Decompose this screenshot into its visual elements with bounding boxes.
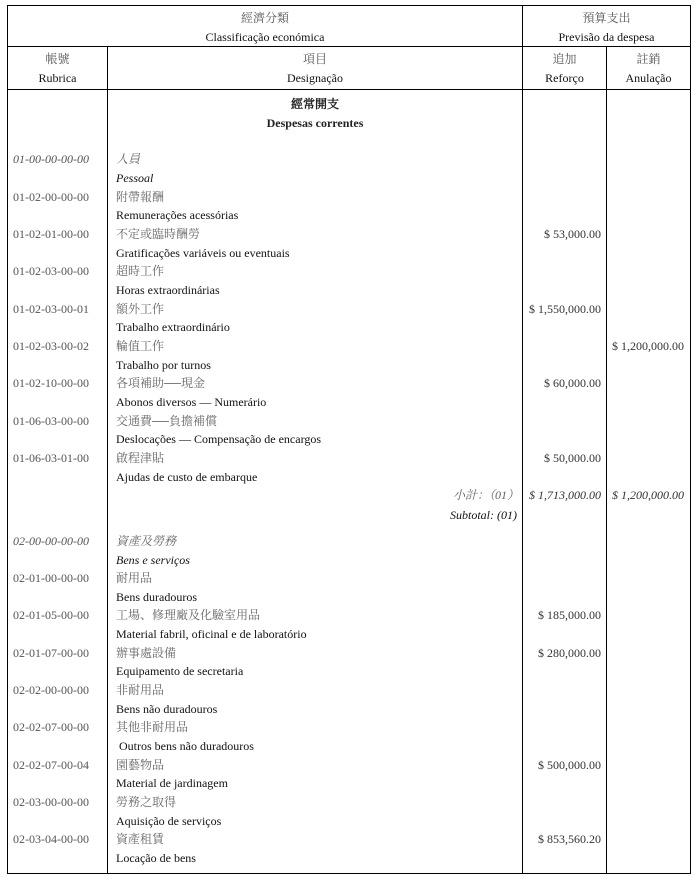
row-desc-pt: Equipamento de secretaria [116,664,244,678]
row-code: 02-03-04-00-00 [13,832,89,846]
row-desc-pt: Abonos diversos — Numerário [116,395,267,409]
header-designacao-zh: 項目 [302,52,327,66]
subtotal-reforco: $ 1,713,000.00 [529,488,601,502]
row-desc-pt: Trabalho por turnos [116,358,211,372]
row-desc-pt: Outros bens não duradouros [116,739,254,753]
row-desc-pt: Material de jardinagem [116,776,228,790]
row-desc-zh: 超時工作 [116,264,165,278]
row-desc-pt: Ajudas de custo de embarque [116,470,258,484]
row-desc-zh: 辦事處設備 [116,646,177,660]
table-frame [7,5,691,874]
row-desc-zh: 資產及勞務 [116,534,177,548]
row-code: 01-02-10-00-00 [13,376,89,390]
header-previsao-zh: 預算支出 [582,11,631,25]
row-reforco: $ 853,560.20 [538,832,601,846]
header-reforco-pt: Reforço [545,71,584,85]
header-designacao-pt: Designação [287,71,343,85]
row-desc-zh: 其他非耐用品 [116,720,189,734]
header-classificacao-pt: Classificação económica [205,30,325,44]
subtotal-anulacao: $ 1,200,000.00 [612,488,684,502]
row-desc-zh: 輪值工作 [116,339,165,353]
row-code: 01-02-03-00-00 [13,264,89,278]
row-desc-zh: 啟程津貼 [116,451,165,465]
header-classificacao [8,11,522,44]
row-desc-zh: 資產租賃 [116,832,165,846]
row-reforco: $ 1,550,000.00 [529,302,601,316]
row-desc-pt: Bens e serviços [116,553,190,567]
col-divider-rubrica [107,46,108,874]
header-reforco [523,52,606,85]
row-code: 02-02-00-00-00 [13,683,89,697]
row-reforco: $ 60,000.00 [544,376,601,390]
header-reforco-zh: 追加 [552,52,577,66]
row-code: 02-00-00-00-00 [13,534,89,548]
row-code: 02-02-07-00-00 [13,720,89,734]
row-code: 02-02-07-00-04 [13,758,89,772]
row-desc-pt: Aquisição de serviços [116,814,222,828]
header-anulacao-pt: Anulação [625,71,672,85]
row-desc-pt: Material fabril, oficinal e de laboratório [116,627,307,641]
row-desc-zh: 耐用品 [116,571,153,585]
header-divider-2 [7,89,691,90]
row-code: 01-02-01-00-00 [13,227,89,241]
row-reforco: $ 280,000.00 [538,646,601,660]
row-code: 01-00-00-00-00 [13,152,89,166]
row-desc-pt: Pessoal [116,171,154,185]
subtotal-label-zh: 小計：（01） [452,488,519,502]
row-code: 02-01-07-00-00 [13,646,89,660]
header-rubrica-pt: Rubrica [38,71,77,85]
row-code: 01-06-03-00-00 [13,414,89,428]
header-rubrica [8,52,107,85]
row-desc-pt: Gratificações variáveis ou eventuais [116,246,290,260]
row-desc-zh: 園藝物品 [116,758,165,772]
row-code: 02-01-05-00-00 [13,608,89,622]
row-code: 01-02-00-00-00 [13,190,89,204]
row-desc-pt: Horas extraordinárias [116,283,220,297]
row-reforco: $ 185,000.00 [538,608,601,622]
subtotal-label-pt: Subtotal: (01) [450,508,517,522]
row-desc-pt: Bens não duradouros [116,702,218,716]
row-desc-pt: Trabalho extraordinário [116,320,230,334]
row-desc-zh: 交通費──負擔補償 [116,414,218,428]
section-title-pt: Despesas correntes [266,116,364,130]
header-divider-1 [7,46,691,47]
header-anulacao [607,52,690,85]
row-code: 02-03-00-00-00 [13,795,89,809]
row-desc-zh: 各項補助──現金 [116,376,206,390]
row-anulacao: $ 1,200,000.00 [612,339,684,353]
row-desc-zh: 勞務之取得 [116,795,177,809]
row-code: 02-01-00-00-00 [13,571,89,585]
row-desc-zh: 非耐用品 [116,683,165,697]
row-desc-zh: 附帶報酬 [116,190,165,204]
row-desc-pt: Remunerações acessórias [116,208,239,222]
row-desc-pt: Deslocações — Compensação de encargos [116,432,322,446]
row-code: 01-02-03-00-02 [13,339,89,353]
row-reforco: $ 50,000.00 [544,451,601,465]
row-reforco: $ 500,000.00 [538,758,601,772]
row-desc-pt: Locação de bens [116,851,196,865]
header-classificacao-zh: 經濟分類 [240,11,289,25]
col-divider-reforco [606,46,607,874]
header-rubrica-zh: 帳號 [45,52,70,66]
row-desc-pt: Bens duradouros [116,590,197,604]
row-code: 01-06-03-01-00 [13,451,89,465]
row-desc-zh: 額外工作 [116,302,165,316]
row-reforco: $ 53,000.00 [544,227,601,241]
header-previsao [523,11,690,44]
section-title-zh: 經常開支 [290,97,339,111]
row-desc-zh: 工場、修理廠及化驗室用品 [116,608,261,622]
col-divider-designacao [522,5,523,874]
row-desc-zh: 人員 [116,152,141,166]
header-anulacao-zh: 註銷 [636,52,661,66]
header-previsao-pt: Previsão da despesa [558,30,655,44]
header-designacao [108,52,522,85]
row-code: 01-02-03-00-01 [13,302,89,316]
row-desc-zh: 不定或臨時酬勞 [116,227,201,241]
